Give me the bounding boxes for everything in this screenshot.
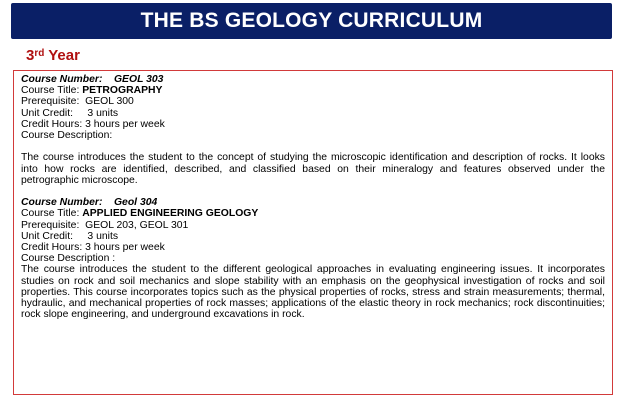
- course-title-row: [21, 85, 606, 96]
- course-box: [13, 70, 613, 395]
- curriculum-banner: [11, 3, 612, 39]
- course-number-value: GEOL 303: [113, 74, 164, 85]
- description-label: Course Description :: [21, 253, 116, 265]
- unit-credit-row: [21, 108, 606, 119]
- credit-hours-value: 3 hours per week: [85, 118, 165, 130]
- course-title-label: Course Title:: [21, 85, 80, 97]
- unit-credit-value: 3 units: [87, 230, 119, 242]
- course-title-value: PETROGRAPHY: [82, 85, 163, 97]
- description-label-row: [21, 253, 606, 264]
- unit-credit-label: Unit Credit:: [21, 230, 73, 242]
- course-description: The course introduces the student to the different geological approaches in evaluating engineering issues. It incorporates studies on rock and soil mechanics and slope stability with an emphasis on the geophysical investigation of rocks and soil properties. This course incorporates topics such as the physical properties of rocks, stress and strain measurements; thermal, hydraulic, and mechanical properties of rock masses; applications of the elastic theory in rock mechanics; rock discontinuities; rock slope engineering, and underground excavations in rock.: [21, 264, 605, 321]
- course-title-label: Course Title:: [21, 208, 80, 220]
- credit-hours-row: [21, 242, 606, 253]
- course-number-label: Course Number:: [21, 197, 103, 209]
- prerequisite-row: [21, 220, 606, 231]
- credit-hours-row: [21, 119, 606, 130]
- course-number-label: Course Number:: [21, 74, 103, 85]
- credit-hours-value: 3 hours per week: [85, 242, 165, 254]
- prerequisite-value: GEOL 300: [85, 96, 134, 108]
- prerequisite-label: Prerequisite:: [21, 96, 80, 108]
- unit-credit-value: 3 units: [87, 107, 119, 119]
- prerequisite-row: [21, 96, 606, 107]
- spacer: [21, 141, 606, 152]
- description-label-row: [21, 130, 606, 141]
- course-number-value: Geol 304: [113, 197, 158, 209]
- unit-credit-row: [21, 231, 606, 242]
- year-heading: [26, 47, 80, 65]
- course-description: The course introduces the student to the concept of studying the microscopic identification and description of rocks. It looks into how rocks are identified, described, and classified based on their mineralogy and features observed under the petrographic microscope.: [21, 152, 605, 186]
- course-title-value: APPLIED ENGINEERING GEOLOGY: [82, 208, 259, 220]
- credit-hours-label: Credit Hours:: [21, 118, 83, 130]
- prerequisite-value: GEOL 203, GEOL 301: [85, 219, 189, 231]
- course-entry-2: [21, 197, 606, 320]
- year-label: Year: [48, 47, 80, 64]
- description-label: Course Description:: [21, 130, 113, 142]
- course-entry-1: [21, 74, 606, 186]
- course-number-row: [21, 74, 606, 85]
- course-title-row: [21, 208, 606, 219]
- prerequisite-label: Prerequisite:: [21, 219, 80, 231]
- unit-credit-label: Unit Credit:: [21, 107, 73, 119]
- credit-hours-label: Credit Hours:: [21, 242, 83, 254]
- course-number-row: [21, 197, 606, 208]
- year-number: 3: [26, 47, 35, 64]
- year-suffix: rd: [34, 48, 45, 59]
- banner-title: THE BS GEOLOGY CURRICULUM: [140, 9, 483, 32]
- spacer: [21, 186, 606, 197]
